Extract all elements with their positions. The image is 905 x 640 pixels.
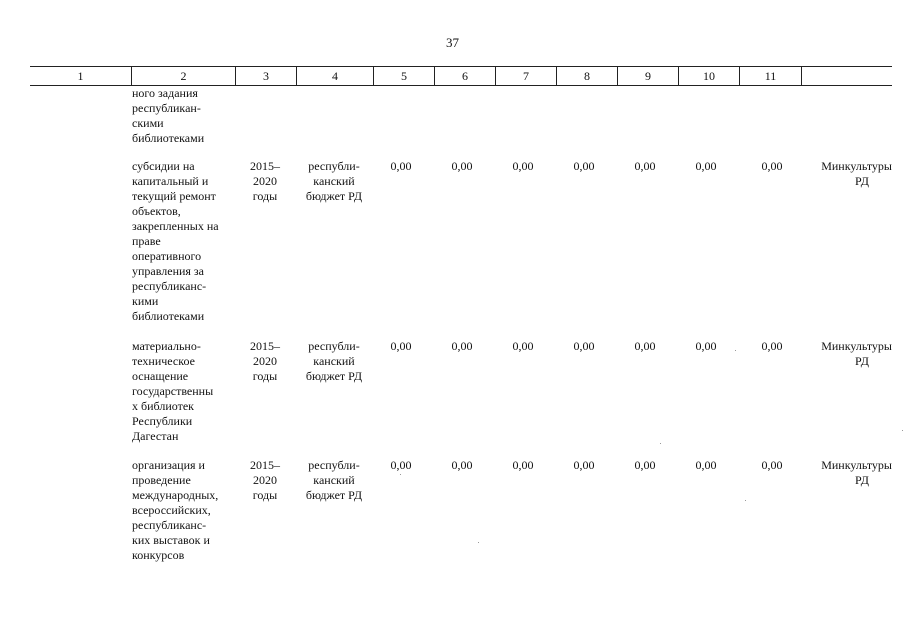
header-col-7: 7	[495, 67, 556, 85]
executor-line: Минкультуры	[821, 458, 892, 472]
value-cell-col8: 0,00	[573, 159, 595, 173]
source-line: канский	[313, 174, 355, 188]
value-cell-col6: 0,00	[451, 339, 473, 353]
name-line: Дагестан	[132, 429, 179, 443]
source-line: республи-	[308, 339, 360, 353]
row-executor-cell	[802, 339, 892, 369]
header-col-3: 3	[235, 67, 296, 85]
row-source-cell	[296, 339, 372, 384]
source-line: бюджет РД	[305, 189, 363, 203]
name-line: государственны	[132, 384, 214, 398]
scan-speck	[660, 443, 661, 444]
header-col-11: 11	[739, 67, 801, 85]
name-line: скими	[132, 116, 164, 130]
years-line: 2015–	[250, 339, 280, 353]
name-line: библиотеками	[132, 309, 205, 323]
row-source-cell	[296, 458, 372, 503]
name-line: материально-	[132, 339, 201, 353]
name-line: всероссийских,	[132, 503, 211, 517]
name-line: праве	[132, 234, 161, 248]
value-cell-col5: 0,00	[390, 339, 412, 353]
header-col-12	[801, 67, 892, 85]
executor-line: РД	[855, 354, 869, 368]
name-line: республиканс-	[132, 518, 207, 532]
header-col-1: 1	[77, 69, 84, 83]
value-cell-col9: 0,00	[634, 339, 656, 353]
value-cell-col8: 0,00	[573, 458, 595, 472]
row-name-cell	[132, 159, 234, 324]
name-line: проведение	[132, 473, 191, 487]
value-cell-col7: 0,00	[512, 159, 534, 173]
row-executor-cell	[802, 458, 892, 488]
scan-speck	[735, 350, 736, 351]
name-line: Республики	[132, 414, 193, 428]
row-name-cell	[132, 458, 234, 563]
value-cell-col10: 0,00	[695, 159, 717, 173]
table-header-row	[30, 66, 892, 86]
value-cell-col9: 0,00	[634, 458, 656, 472]
name-line: капитальный и	[132, 174, 209, 188]
value-cell-col11: 0,00	[761, 339, 783, 353]
value-cell-col10: 0,00	[695, 339, 717, 353]
row-years-cell	[235, 458, 295, 503]
years-line: 2015–	[250, 159, 280, 173]
header-col-8: 8	[556, 67, 617, 85]
name-line: кими	[132, 294, 159, 308]
executor-line: РД	[855, 174, 869, 188]
header-col-4: 4	[296, 67, 373, 85]
years-line: годы	[252, 488, 278, 502]
name-line: ких выставок и	[132, 533, 210, 547]
header-col-9: 9	[617, 67, 678, 85]
years-line: 2015–	[250, 458, 280, 472]
name-line: х библиотек	[132, 399, 194, 413]
value-cell-col6: 0,00	[451, 159, 473, 173]
name-line: управления за	[132, 264, 204, 278]
scan-speck	[400, 474, 401, 475]
value-cell-col5: 0,00	[390, 159, 412, 173]
value-cell-col11: 0,00	[761, 159, 783, 173]
executor-line: РД	[855, 473, 869, 487]
value-cell-col11: 0,00	[761, 458, 783, 472]
source-line: бюджет РД	[305, 369, 363, 383]
source-line: канский	[313, 354, 355, 368]
scan-speck	[902, 430, 903, 431]
executor-line: Минкультуры	[821, 159, 892, 173]
row-source-cell	[296, 159, 372, 204]
name-line: международных,	[132, 488, 219, 502]
name-line: текущий ремонт	[132, 189, 216, 203]
value-cell-col10: 0,00	[695, 458, 717, 472]
years-line: 2020	[253, 354, 277, 368]
value-cell-col9: 0,00	[634, 159, 656, 173]
value-cell-col5: 0,00	[390, 458, 412, 472]
row-name-cell	[132, 86, 234, 146]
source-line: канский	[313, 473, 355, 487]
value-cell-col7: 0,00	[512, 339, 534, 353]
years-line: годы	[252, 369, 278, 383]
row-years-cell	[235, 159, 295, 204]
years-line: 2020	[253, 473, 277, 487]
name-line: ного задания	[132, 86, 198, 100]
name-line: оснащение	[132, 369, 189, 383]
row-executor-cell	[802, 159, 892, 189]
source-line: республи-	[308, 159, 360, 173]
page-number: 37	[446, 35, 459, 50]
name-line: оперативного	[132, 249, 202, 263]
name-line: техническое	[132, 354, 195, 368]
row-years-cell	[235, 339, 295, 384]
scan-speck	[478, 542, 479, 543]
header-col-2: 2	[131, 67, 235, 85]
name-line: объектов,	[132, 204, 181, 218]
value-cell-col7: 0,00	[512, 458, 534, 472]
name-line: республиканс-	[132, 279, 207, 293]
header-col-6: 6	[434, 67, 495, 85]
scan-speck	[745, 500, 746, 501]
value-cell-col8: 0,00	[573, 339, 595, 353]
name-line: закрепленных на	[132, 219, 219, 233]
years-line: годы	[252, 189, 278, 203]
name-line: конкурсов	[132, 548, 185, 562]
header-col-5: 5	[373, 67, 434, 85]
name-line: организация и	[132, 458, 205, 472]
name-line: библиотеками	[132, 131, 205, 145]
source-line: республи-	[308, 458, 360, 472]
name-line: субсидии на	[132, 159, 195, 173]
header-col-10: 10	[678, 67, 739, 85]
value-cell-col6: 0,00	[451, 458, 473, 472]
executor-line: Минкультуры	[821, 339, 892, 353]
years-line: 2020	[253, 174, 277, 188]
source-line: бюджет РД	[305, 488, 363, 502]
row-name-cell	[132, 339, 234, 444]
name-line: республикан-	[132, 101, 201, 115]
